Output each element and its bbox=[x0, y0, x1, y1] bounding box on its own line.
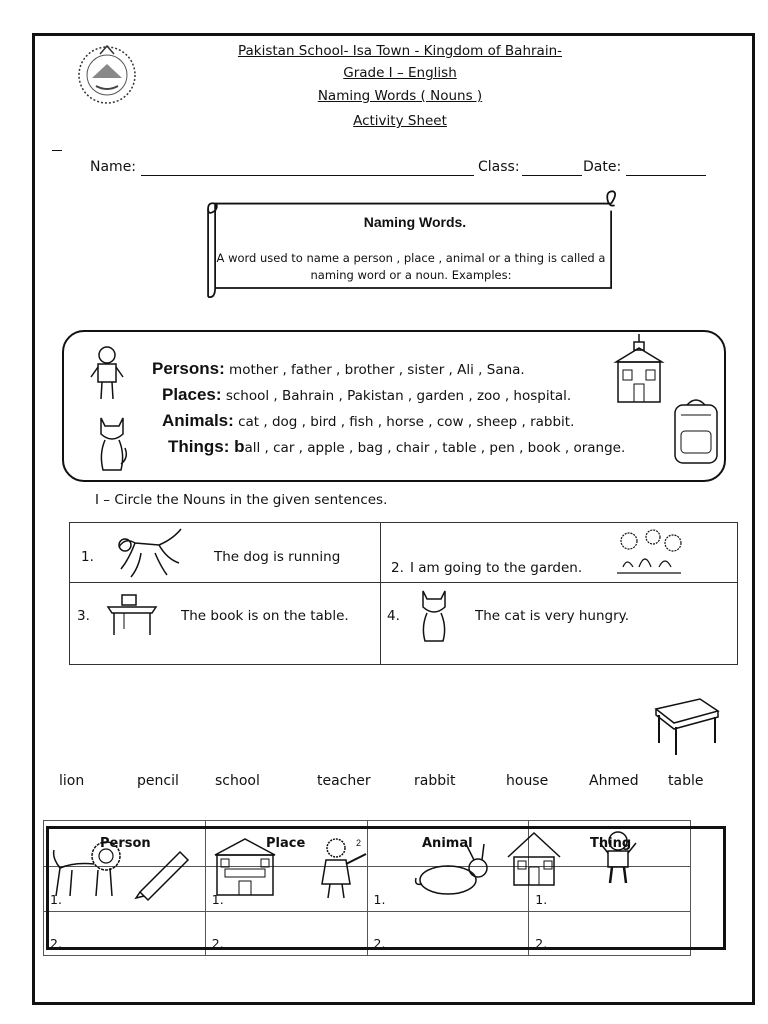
scroll-definition: A word used to name a person , place , animal or a thing is called a naming word or a noun. Examples: bbox=[216, 251, 606, 282]
word-bank-item: school bbox=[215, 773, 260, 789]
sentence-number: 3. bbox=[77, 608, 90, 624]
sentence-cell-2[interactable] bbox=[381, 523, 738, 583]
row-number: 1. bbox=[535, 892, 548, 907]
places-label: Places: bbox=[162, 385, 222, 404]
running-dog-icon bbox=[115, 525, 187, 581]
name-field[interactable] bbox=[141, 175, 474, 176]
name-label: Name: bbox=[90, 159, 137, 175]
school-building-icon bbox=[211, 833, 279, 903]
category-places bbox=[162, 385, 571, 405]
persons-label: Persons: bbox=[152, 359, 225, 378]
word-bank-item: teacher bbox=[317, 773, 371, 789]
row-number: 2. bbox=[535, 936, 548, 951]
topic-title: Naming Words ( Nouns ) bbox=[317, 88, 483, 104]
animals-label: Animals: bbox=[162, 411, 234, 430]
sentence-text: The cat is very hungry. bbox=[475, 608, 630, 624]
table-picture-icon bbox=[650, 695, 722, 759]
lion-icon bbox=[50, 838, 126, 900]
category-things bbox=[168, 437, 625, 457]
word-bank-item: Ahmed bbox=[589, 773, 639, 789]
date-label: Date: bbox=[583, 159, 622, 175]
things-items: all , car , apple , bag , chair , table , pen , book , orange. bbox=[244, 440, 626, 456]
sentence-cell-4[interactable] bbox=[381, 583, 738, 665]
header-thing: Thing bbox=[590, 836, 632, 851]
sheet-title: Activity Sheet bbox=[353, 113, 447, 129]
teacher-icon bbox=[318, 836, 368, 900]
word-bank-item: rabbit bbox=[414, 773, 456, 789]
sentence-number: 4. bbox=[387, 608, 400, 624]
sentence-text: I am going to the garden. bbox=[410, 560, 583, 576]
class-label: Class: bbox=[478, 159, 520, 175]
header-animal: Animal bbox=[422, 836, 473, 851]
word-bank-item: pencil bbox=[137, 773, 179, 789]
sentence-text: The book is on the table. bbox=[181, 608, 349, 624]
garden-icon bbox=[613, 527, 685, 577]
school-building-icon bbox=[612, 332, 666, 404]
date-field[interactable] bbox=[626, 175, 706, 176]
boy-icon bbox=[598, 829, 638, 887]
sentence-cell-1[interactable] bbox=[70, 523, 381, 583]
house-icon bbox=[504, 829, 564, 889]
sentence-number: 2. bbox=[391, 560, 404, 576]
header-person: Person bbox=[100, 836, 151, 851]
places-items: school , Bahrain , Pakistan , garden , zoo , hospital. bbox=[225, 388, 572, 404]
sentence-number: 1. bbox=[81, 549, 94, 565]
class-field[interactable] bbox=[522, 175, 582, 176]
row-number: 1. bbox=[373, 892, 386, 907]
category-animals bbox=[162, 411, 574, 431]
sentence-text: The dog is running bbox=[214, 549, 341, 565]
boy-icon bbox=[90, 345, 124, 401]
animals-items: cat , dog , bird , fish , horse , cow , sheep , rabbit. bbox=[238, 414, 575, 430]
row-number: 2. bbox=[211, 936, 224, 951]
word-bank-item: house bbox=[506, 773, 549, 789]
cat-icon bbox=[417, 587, 451, 643]
margin-dash bbox=[52, 150, 62, 151]
header-place: Place bbox=[266, 836, 306, 851]
school-name: Pakistan School- Isa Town - Kingdom of Bahrain- bbox=[237, 43, 563, 59]
word-bank-item: lion bbox=[59, 773, 85, 789]
book-on-table-icon bbox=[104, 593, 160, 637]
math-symbols: 2 bbox=[356, 838, 362, 848]
row-number: 1. bbox=[50, 892, 62, 907]
row-number: 2. bbox=[373, 936, 386, 951]
scroll-title: Naming Words. bbox=[363, 214, 467, 230]
cat-icon bbox=[95, 414, 129, 472]
category-persons bbox=[152, 359, 525, 379]
sentence-cell-3[interactable] bbox=[70, 583, 381, 665]
things-label: Things: b bbox=[168, 437, 245, 456]
pencil-icon bbox=[134, 846, 194, 898]
word-bank-item: table bbox=[668, 773, 704, 789]
scroll-banner bbox=[180, 193, 648, 303]
instruction-circle-nouns: I – Circle the Nouns in the given sentences. bbox=[95, 492, 388, 508]
sentences-table bbox=[69, 522, 738, 665]
school-bag-icon bbox=[667, 395, 725, 469]
persons-items: mother , father , brother , sister , Ali , Sana. bbox=[229, 362, 525, 378]
row-number: 1. bbox=[211, 892, 224, 907]
grade-subject: Grade I – English bbox=[343, 65, 457, 81]
rabbit-icon bbox=[408, 842, 498, 900]
row-number: 2. bbox=[50, 936, 62, 951]
school-logo-icon bbox=[74, 42, 140, 108]
